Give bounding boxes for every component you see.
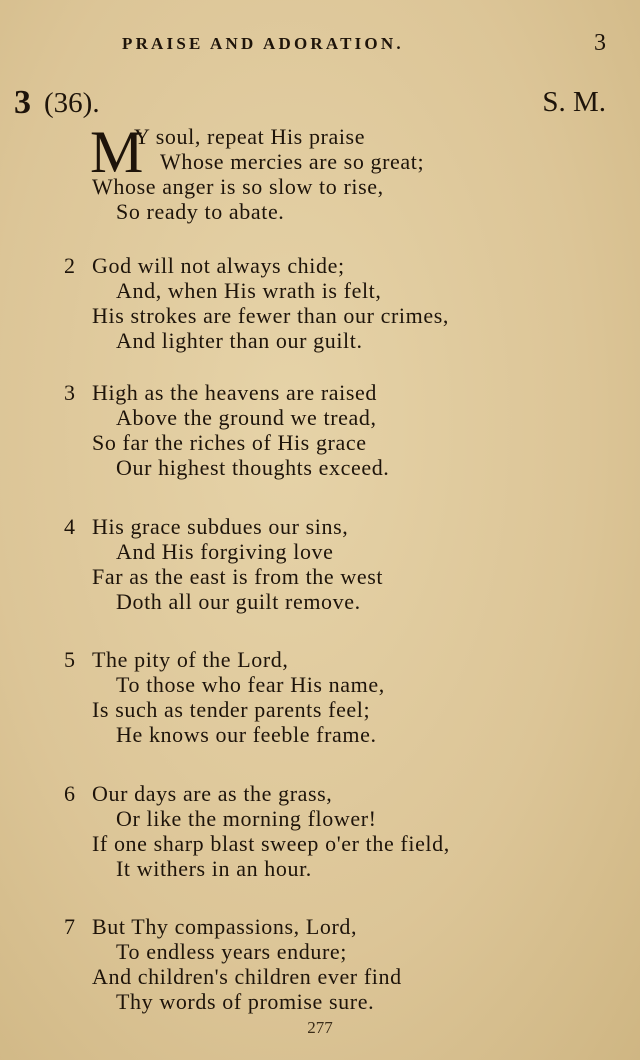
page-number: 3 xyxy=(594,30,606,56)
hymn-reference: (36). xyxy=(44,87,100,119)
verse-line: Doth all our guilt remove. xyxy=(116,589,361,614)
verse-line: Our days are as the grass, xyxy=(92,781,333,806)
verse-line: So far the riches of His grace xyxy=(92,430,367,455)
stanza-number: 5 xyxy=(64,647,75,672)
verse-line: And lighter than our guilt. xyxy=(116,328,363,353)
hymn-meter: S. M. xyxy=(542,86,606,118)
verse-line: The pity of the Lord, xyxy=(92,647,289,672)
verse-line: And, when His wrath is felt, xyxy=(116,278,382,303)
stanza-number: 6 xyxy=(64,781,75,806)
verse-line: And His forgiving love xyxy=(116,539,334,564)
verse-line: His grace subdues our sins, xyxy=(92,514,349,539)
verse-line: God will not always chide; xyxy=(92,253,345,278)
verse-line: It withers in an hour. xyxy=(116,856,312,881)
verse-line: But Thy compassions, Lord, xyxy=(92,914,358,939)
verse-line: Our highest thoughts exceed. xyxy=(116,455,390,480)
footer-page-number: 277 xyxy=(307,1018,333,1037)
verse-line: Whose mercies are so great; xyxy=(160,149,425,174)
verse-line: Or like the morning flower! xyxy=(116,806,377,831)
verse-line: To those who fear His name, xyxy=(116,672,385,697)
verse-line: Is such as tender parents feel; xyxy=(92,697,371,722)
verse-line: Above the ground we tread, xyxy=(116,405,377,430)
verse-line: Thy words of promise sure. xyxy=(116,989,375,1014)
stanza-number: 2 xyxy=(64,253,75,278)
verse-line: Far as the east is from the west xyxy=(92,564,384,589)
verse-line: If one sharp blast sweep o'er the field, xyxy=(92,831,450,856)
verse-line: Whose anger is so slow to rise, xyxy=(92,174,384,199)
verse-line: His strokes are fewer than our crimes, xyxy=(92,303,449,328)
verse-line: To endless years endure; xyxy=(116,939,347,964)
drop-cap: M xyxy=(90,119,144,185)
verse-line: So ready to abate. xyxy=(116,199,285,224)
verse-line: He knows our feeble frame. xyxy=(116,722,377,747)
verse-line: High as the heavens are raised xyxy=(92,380,377,405)
stanza-number: 7 xyxy=(64,914,75,939)
verse-line: And children's children ever find xyxy=(92,964,402,989)
hymn-number: 3 xyxy=(14,84,31,121)
running-title: PRAISE AND ADORATION. xyxy=(122,34,404,53)
running-head xyxy=(0,30,640,58)
stanza-number: 3 xyxy=(64,380,75,405)
verse-line: Y soul, repeat His praise xyxy=(134,124,366,149)
stanza-number: 4 xyxy=(64,514,75,539)
hymn-heading xyxy=(0,84,640,124)
